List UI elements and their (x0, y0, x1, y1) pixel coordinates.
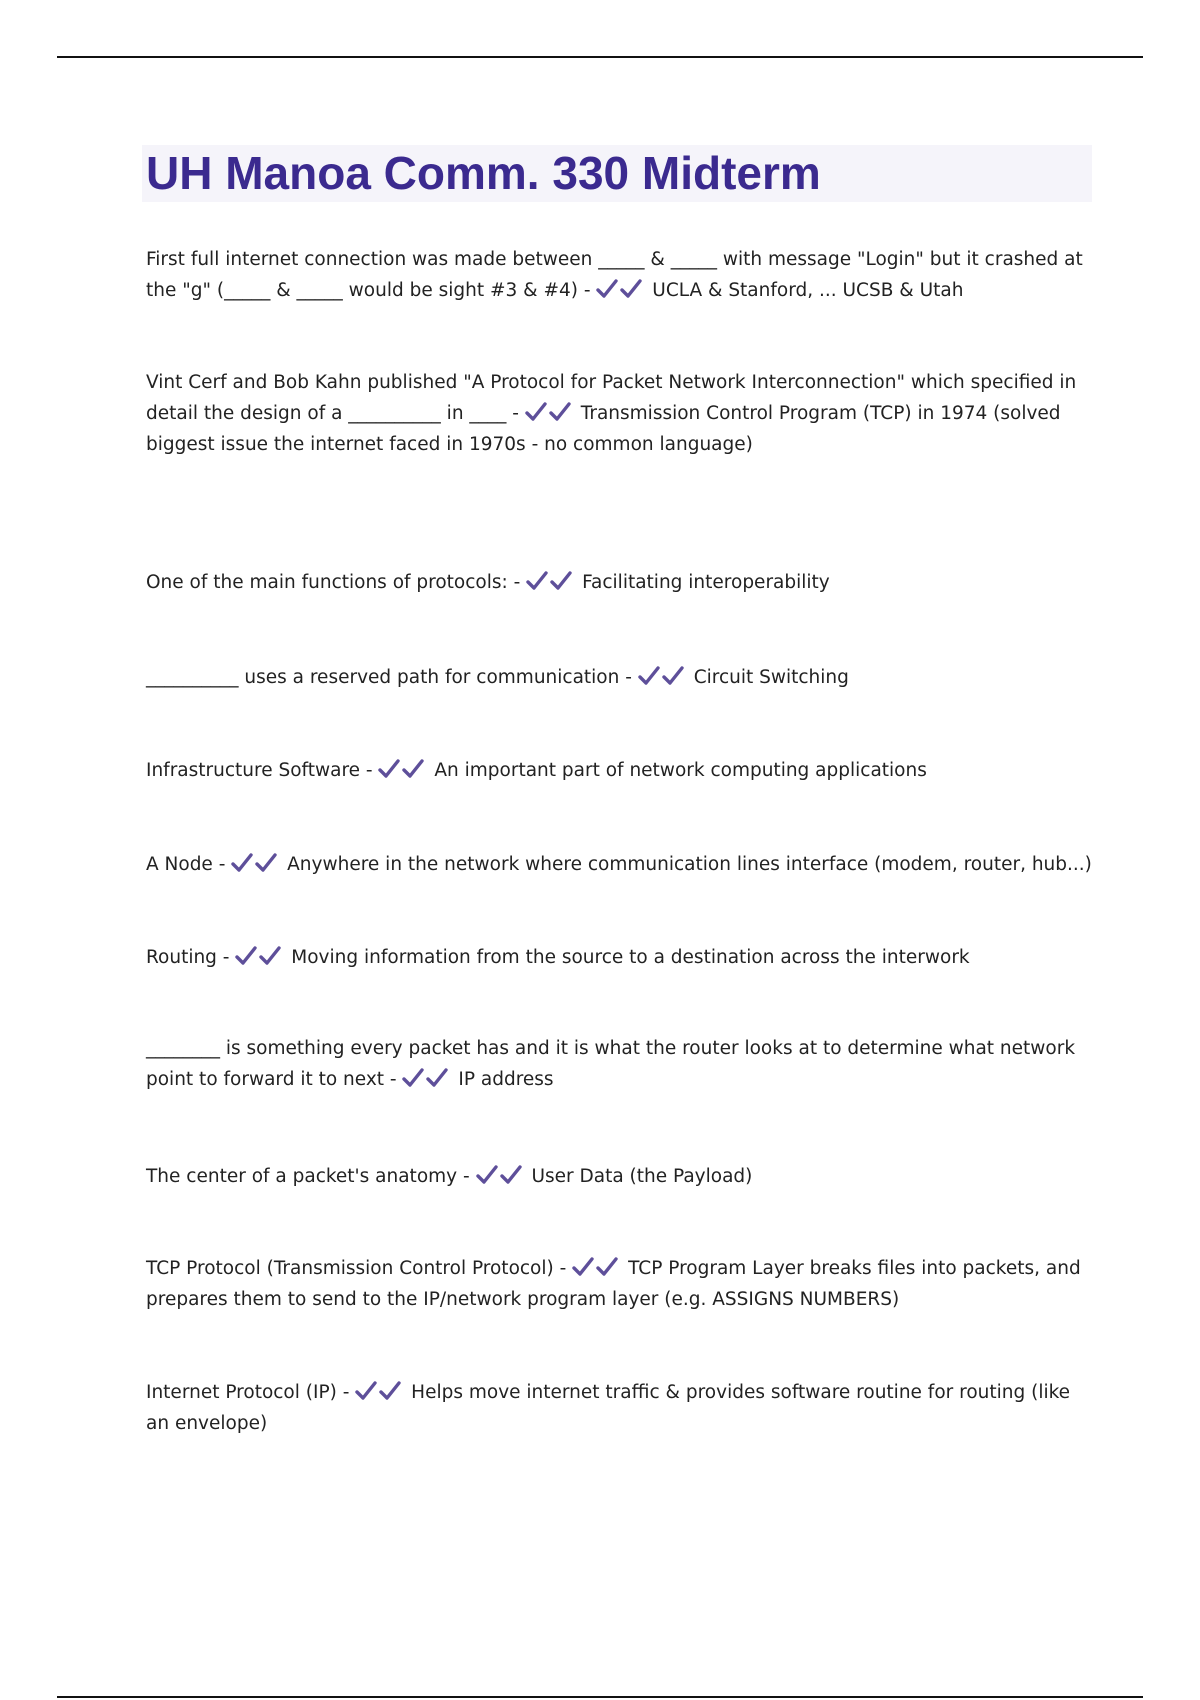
check-icon (640, 668, 658, 683)
top-rule (57, 56, 1143, 58)
question-text: First full internet connection was made between _____ & _____ with message "Login" but it crashed at the "g" (_____ & _____ would be sight #3 & #4) - (146, 249, 1083, 301)
check-icon (551, 404, 569, 419)
qa-item (146, 662, 1096, 693)
check-icon (404, 1070, 422, 1085)
answer-text: IP address (458, 1069, 554, 1090)
qa-item (146, 1377, 1096, 1439)
check-icon (598, 1259, 616, 1274)
answer-text: UCLA & Stanford, ... UCSB & Utah (652, 280, 964, 301)
check-icon (552, 573, 570, 588)
check-icon (404, 761, 422, 776)
answer-text: Circuit Switching (693, 667, 849, 688)
check-icon (664, 668, 682, 683)
check-icon (598, 281, 616, 296)
check-icon (428, 1070, 446, 1085)
double-check-icon (596, 278, 642, 300)
answer-text: Facilitating interoperability (582, 572, 830, 593)
answer-text: Helps move internet traffic & provides software routine for routing (like an envelope) (146, 1382, 1071, 1434)
answer-text: User Data (the Payload) (531, 1166, 753, 1187)
question-text: __________ uses a reserved path for communication - (146, 667, 632, 688)
check-icon (237, 948, 255, 963)
question-text: Vint Cerf and Bob Kahn published "A Protocol for Packet Network Interconnection" which specified in detail the design of a __________ in ____ - (146, 372, 1077, 424)
double-check-icon (402, 1067, 448, 1089)
qa-item (146, 755, 1096, 786)
qa-item (146, 1253, 1096, 1315)
check-icon (380, 761, 398, 776)
double-check-icon (231, 852, 277, 874)
check-icon (261, 948, 279, 963)
question-text: One of the main functions of protocols: - (146, 572, 521, 593)
double-check-icon (525, 401, 571, 423)
answer-text: TCP Program Layer breaks files into packets, and prepares them to send to the IP/network program layer (e.g. ASSIGNS NUMBERS) (146, 1258, 1081, 1310)
qa-item (146, 849, 1096, 880)
qa-item (146, 367, 1096, 460)
document-title: UH Manoa Comm. 330 Midterm (146, 147, 821, 199)
check-icon (527, 404, 545, 419)
answer-text: Transmission Control Program (TCP) in 1974 (solved biggest issue the internet faced in 1970s - no common language) (146, 403, 1061, 455)
double-check-icon (476, 1164, 522, 1186)
check-icon (381, 1383, 399, 1398)
check-icon (233, 855, 251, 870)
check-icon (574, 1259, 592, 1274)
double-check-icon (235, 945, 281, 967)
bottom-rule (57, 1696, 1143, 1698)
qa-item (146, 1033, 1096, 1095)
qa-item (146, 567, 1096, 598)
question-text: A Node - (146, 854, 226, 875)
question-text: Infrastructure Software - (146, 760, 373, 781)
check-icon (357, 1383, 375, 1398)
question-text: ________ is something every packet has and it is what the router looks at to determine what network point to forward it to next - (146, 1038, 1076, 1090)
answer-text: Moving information from the source to a destination across the interwork (291, 947, 970, 968)
question-text: Routing - (146, 947, 230, 968)
check-icon (528, 573, 546, 588)
answer-text: Anywhere in the network where communication lines interface (modem, router, hub...) (287, 854, 1092, 875)
question-text: Internet Protocol (IP) - (146, 1382, 350, 1403)
qa-item (146, 1161, 1096, 1192)
double-check-icon (355, 1380, 401, 1402)
check-icon (257, 855, 275, 870)
check-icon (478, 1167, 496, 1182)
double-check-icon (638, 665, 684, 687)
qa-item (146, 942, 1096, 973)
check-icon (622, 281, 640, 296)
question-text: The center of a packet's anatomy - (146, 1166, 470, 1187)
check-icon (502, 1167, 520, 1182)
question-text: TCP Protocol (Transmission Control Protocol) - (146, 1258, 567, 1279)
answer-text: An important part of network computing applications (434, 760, 927, 781)
double-check-icon (378, 758, 424, 780)
double-check-icon (526, 570, 572, 592)
qa-item (146, 244, 1096, 306)
double-check-icon (572, 1256, 618, 1278)
